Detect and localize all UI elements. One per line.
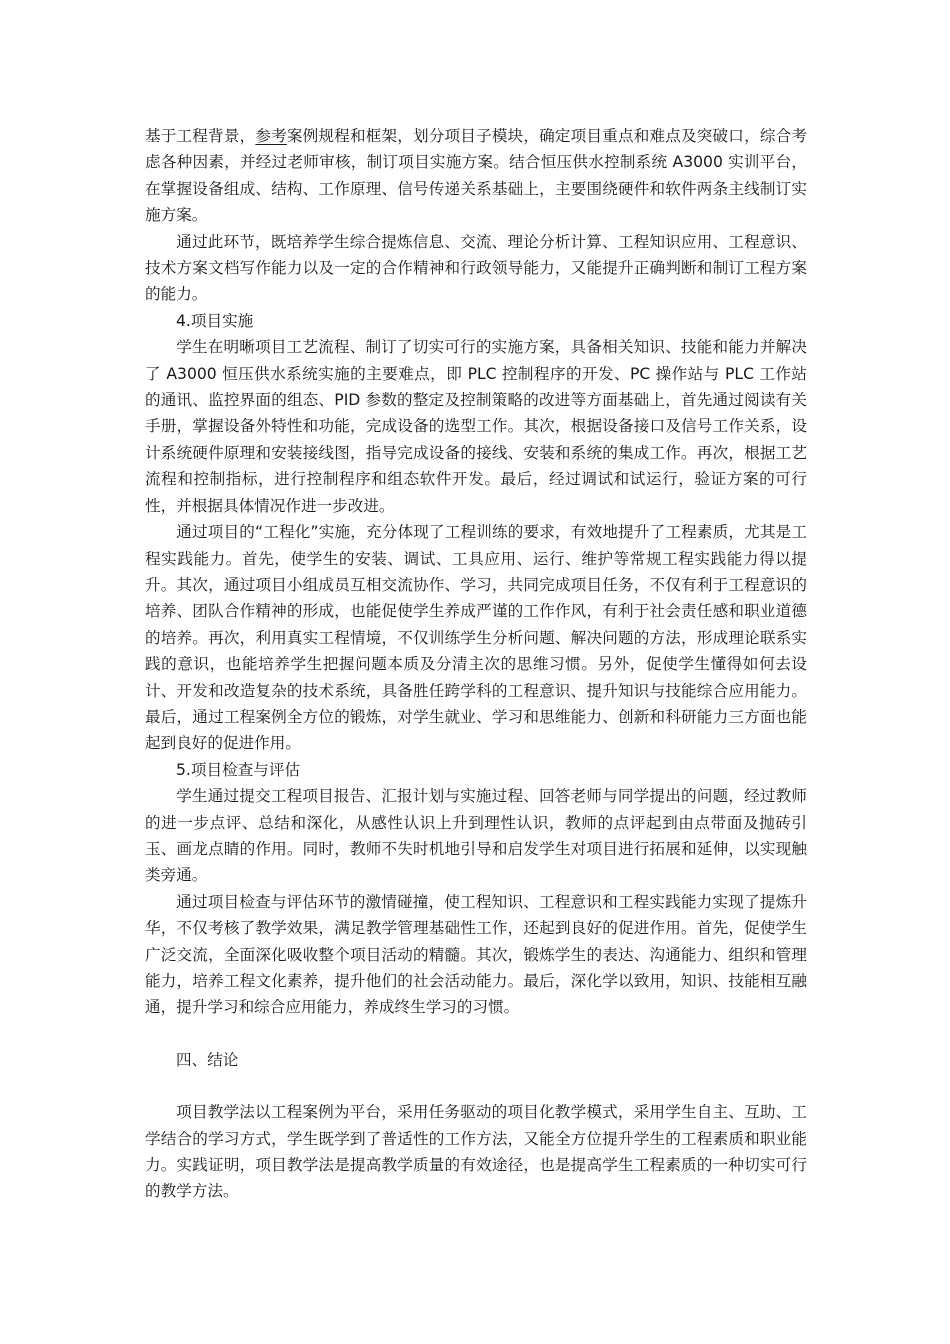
- paragraph-project-plan: [145, 123, 807, 229]
- paragraph-text: 基于工程背景，: [145, 127, 256, 145]
- paragraph-evaluation-benefits: 通过项目检查与评估环节的激情碰撞，使工程知识、工程意识和工程实践能力实现了提炼升华，不仅考核了教学效果，满足教学管理基础性工作，还起到良好的促进作用。首先，促使学生广泛交流，全面深化吸收整个项目活动的精髓。其次，锻炼学生的表达、沟通能力、组织和管理能力，培养工程文化素养，提升他们的社会活动能力。最后，深化学以致用，知识、技能相互融通，提升学习和综合应用能力，养成终生学习的习惯。: [145, 892, 807, 1017]
- paragraph-plan-benefits: 通过此环节，既培养学生综合提炼信息、交流、理论分析计算、工程知识应用、工程意识、技术方案文档写作能力以及一定的合作精神和行政领导能力，又能提升正确判断和制订工程方案的能力。: [145, 232, 807, 304]
- heading-project-implementation: 4.项目实施: [176, 311, 254, 330]
- paragraph-evaluation: 学生通过提交工程项目报告、汇报计划与实施过程、回答老师与同学提出的问题，经过教师的进一步点评、总结和深化，从感性认识上升到理性认识，教师的点评起到由点带面及抛砖引玉、画龙点睛的作用。同时，教师不失时机地引导和启发学生对项目进行拓展和延伸，以实现触类旁通。: [145, 787, 807, 885]
- paragraph-engineering-benefits: 通过项目的“工程化”实施，充分体现了工程训练的要求，有效地提升了工程素质，尤其是工程实践能力。首先，使学生的安装、调试、工具应用、运行、维护等常规工程实践能力得以提升。其次，通过项目小组成员互相交流协作、学习，共同完成项目任务，不仅有利于工程意识的培养、团队合作精神的形成，也能促使学生养成严谨的工作作风，有利于社会责任感和职业道德的培养。再次，利用真实工程情境，不仅训练学生分析问题、解决问题的方法，形成理论联系实践的意识，也能培养学生把握问题本质及分清主次的思维习惯。另外，促使学生懂得如何去设计、开发和改造复杂的技术系统，具备胜任跨学科的工程意识、提升知识与技能综合应用能力。最后，通过工程案例全方位的锻炼，对学生就业、学习和思维能力、创新和科研能力三方面也能起到良好的促进作用。: [145, 523, 807, 753]
- paragraph-conclusion: 项目教学法以工程案例为平台，采用任务驱动的项目化教学模式，采用学生自主、互助、工学结合的学习方式，学生既学到了普适性的工作方法，又能全方位提升学生的工程素质和职业能力。实践证明，项目教学法是提高教学质量的有效途径，也是提高学生工程素质的一种切实可行的教学方法。: [145, 1103, 807, 1201]
- section-title-conclusion: 四、结论: [176, 1050, 239, 1069]
- underlined-term: 参考: [255, 127, 287, 145]
- heading-project-evaluation: 5.项目检查与评估: [176, 760, 301, 779]
- document-body: [145, 123, 807, 1205]
- paragraph-implementation: 学生在明晰项目工艺流程、制订了切实可行的实施方案，具备相关知识、技能和能力并解决了 A3000 恒压供水系统实施的主要难点，即 PLC 控制程序的开发、PC 操作站与 PLC 工作站的通讯、监控界面的组态、PID 参数的整定及控制策略的改进等方面基础上，首先通过阅读有关手册，掌握设备外特性和功能，完成设备的选型工作。其次，根据设备接口及信号工作关系，设计系统硬件原理和安装接线图，指导完成设备的接线、安装和系统的集成工作。再次，根据工艺流程和控制指标，进行控制程序和组态软件开发。最后，经过调试和试运行，验证方案的可行性，并根据具体情况作进一步改进。: [145, 338, 807, 515]
- paragraph-text: 案例规程和框架，划分项目子模块，确定项目重点和难点及突破口，综合考虑各种因素，并经过老师审核，制订项目实施方案。结合恒压供水控制系统 A3000 实训平台，在掌握设备组成、结构、工作原理、信号传递关系基础上，主要围绕硬件和软件两条主线制订实施方案。: [145, 127, 807, 225]
